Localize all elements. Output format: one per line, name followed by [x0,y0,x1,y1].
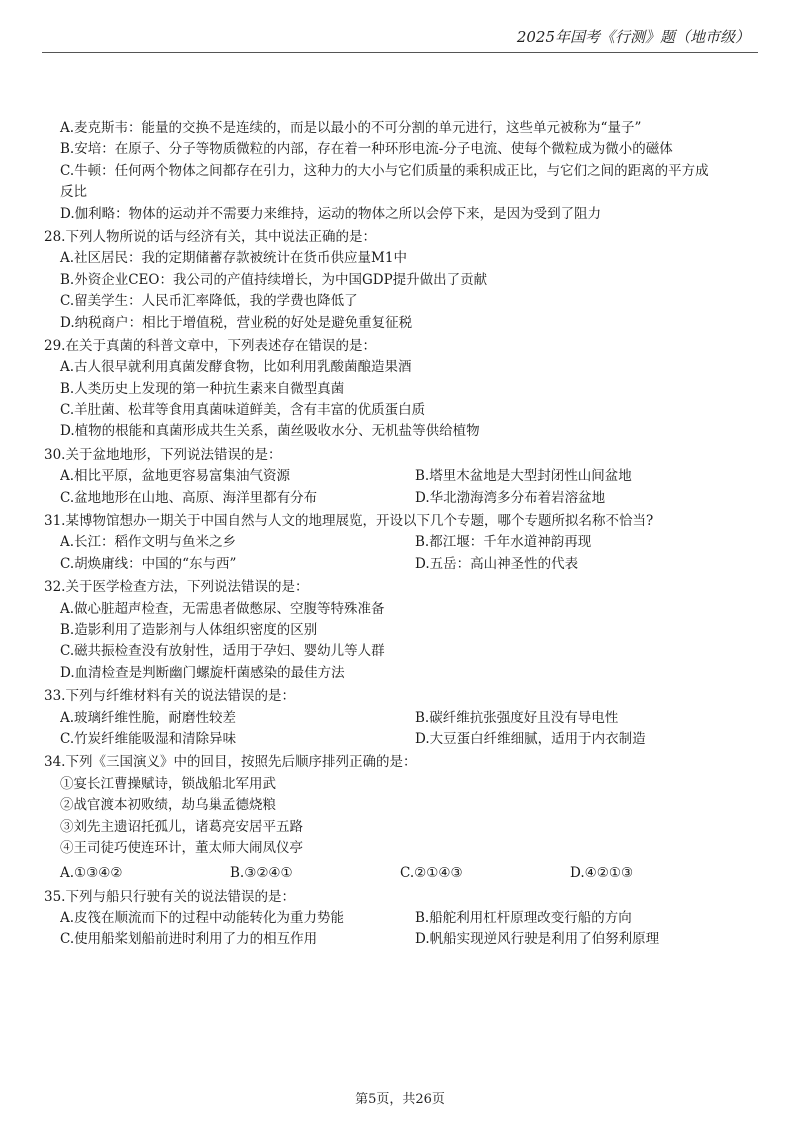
question-stem: 28.下列人物所说的话与经济有关，其中说法正确的是： [44,228,376,245]
question-29 [44,336,756,443]
option-c: C.磁共振检查没有放射性，适用于孕妇、婴幼儿等人群 [60,643,385,660]
option-d: D.大豆蛋白纤维细腻，适用于内衣制造 [415,730,646,747]
option-a: A.相比平原，盆地更容易富集油气资源 [60,468,291,485]
option-b: B.造影利用了造影剂与人体组织密度的区别 [60,621,318,638]
option-d: D.帆船实现逆风行驶是利用了伯努利原理 [415,931,660,948]
option-c: C.羊肚菌、松茸等食用真菌味道鲜美，含有丰富的优质蛋白质 [60,402,426,419]
option-c: C.胡焕庸线：中国的“东与西” [60,555,237,572]
option-b: B.人类历史上发现的第一种抗生素来自微型真菌 [60,380,345,397]
question-31 [44,511,756,575]
question-stem: 30.关于盆地地形，下列说法错误的是： [44,446,282,463]
question-32 [44,577,756,684]
option-d: D.血清检查是判断幽门螺旋杆菌感染的最佳方法 [60,664,345,681]
option-a: A.古人很早就利用真菌发酵食物，比如利用乳酸菌酿造果酒 [60,359,412,376]
options-grid [44,708,756,751]
option-d: D.五岳：高山神圣性的代表 [415,555,579,572]
option-line-continued: 反比 [60,184,87,201]
question-content [44,118,756,951]
option-d: D.植物的根能和真菌形成共生关系，菌丝吸收水分、无机盐等供给植物 [60,423,480,440]
option-c: C.留美学生：人民币汇率降低，我的学费也降低了 [60,293,358,310]
option-a: A.长江：稻作文明与鱼米之乡 [60,534,237,551]
option-d: D.④②①③ [570,865,634,882]
option-c: C.竹炭纤维能吸湿和清除异味 [60,730,237,747]
option-b: B.船舵利用杠杆原理改变行船的方向 [415,910,632,927]
option-a: A.做心脏超声检查，无需患者做憋尿、空腹等特殊准备 [60,600,385,617]
question-stem: 32.关于医学检查方法，下列说法错误的是： [44,579,309,596]
chapter-item: ③刘先主遗诏托孤儿，诸葛亮安居平五路 [60,818,303,835]
question-stem: 35.下列与船只行驶有关的说法错误的是： [44,888,295,905]
chapter-item: ④王司徒巧使连环计，董太师大闹凤仪亭 [60,839,303,856]
question-30 [44,445,756,509]
option-b: B.碳纤维抗张强度好且没有导电性 [415,709,619,726]
page-header-title: 2025年国考《行测》题（地市级） [516,28,750,46]
option-a: A.①③④② [60,865,123,882]
option-b: B.都江堰：千年水道神韵再现 [415,534,592,551]
option-b: B.③②④① [230,865,293,882]
option-line: C.牛顿：任何两个物体之间都存在引力，这种力的大小与它们质量的乘积成正比，与它们之间的距离的平方成 [60,162,709,179]
option-c: C.盆地地形在山地、高原、海洋里都有分布 [60,489,318,506]
page-number: 第5页，共26页 [355,1092,445,1107]
option-b: B.外资企业CEO：我公司的产值持续增长，为中国GDP提升做出了贡献 [60,271,488,288]
header-divider [42,52,758,53]
option-d: D.华北渤海湾多分布着岩溶盆地 [415,489,606,506]
options-grid [44,532,756,575]
question-stem: 34.下列《三国演义》中的回目，按照先后顺序排列正确的是： [44,754,417,771]
previous-question-options [44,118,756,225]
question-stem: 29.在关于真菌的科普文章中，下列表述存在错误的是： [44,337,376,354]
question-stem: 33.下列与纤维材料有关的说法错误的是： [44,688,295,705]
option-b: B.塔里木盆地是大型封闭性山间盆地 [415,468,632,485]
question-35 [44,887,756,951]
option-a: A.玻璃纤维性脆，耐磨性较差 [60,709,237,726]
question-33 [44,686,756,750]
option-d: D.纳税商户：相比于增值税，营业税的好处是避免重复征税 [60,314,413,331]
option-line: D.伽利略：物体的运动并不需要力来维持，运动的物体之所以会停下来，是因为受到了阻力 [60,205,602,222]
option-c: C.使用船桨划船前进时利用了力的相互作用 [60,931,318,948]
options-grid [44,908,756,951]
options-grid [44,863,756,884]
question-34 [44,752,756,884]
option-a: A.社区居民：我的定期储蓄存款被统计在货币供应量M1中 [60,250,407,267]
option-line: B.安培：在原子、分子等物质微粒的内部，存在着一种环形电流-分子电流、使每个微粒成为微小的磁体 [60,141,673,158]
options-grid [44,466,756,509]
option-c: C.②①④③ [400,865,463,882]
option-a: A.皮筏在顺流而下的过程中动能转化为重力势能 [60,910,345,927]
question-stem: 31.某博物馆想办一期关于中国自然与人文的地理展览，开设以下几个专题，哪个专题所拟名称不恰当? [44,513,654,530]
option-line: A.麦克斯韦：能量的交换不是连续的，而是以最小的不可分割的单元进行，这些单元被称为“量子” [60,120,642,136]
question-28 [44,227,756,334]
chapter-item: ②战官渡本初败绩，劫乌巢孟德烧粮 [60,797,276,814]
chapter-item: ①宴长江曹操赋诗，锁战船北军用武 [60,775,276,792]
